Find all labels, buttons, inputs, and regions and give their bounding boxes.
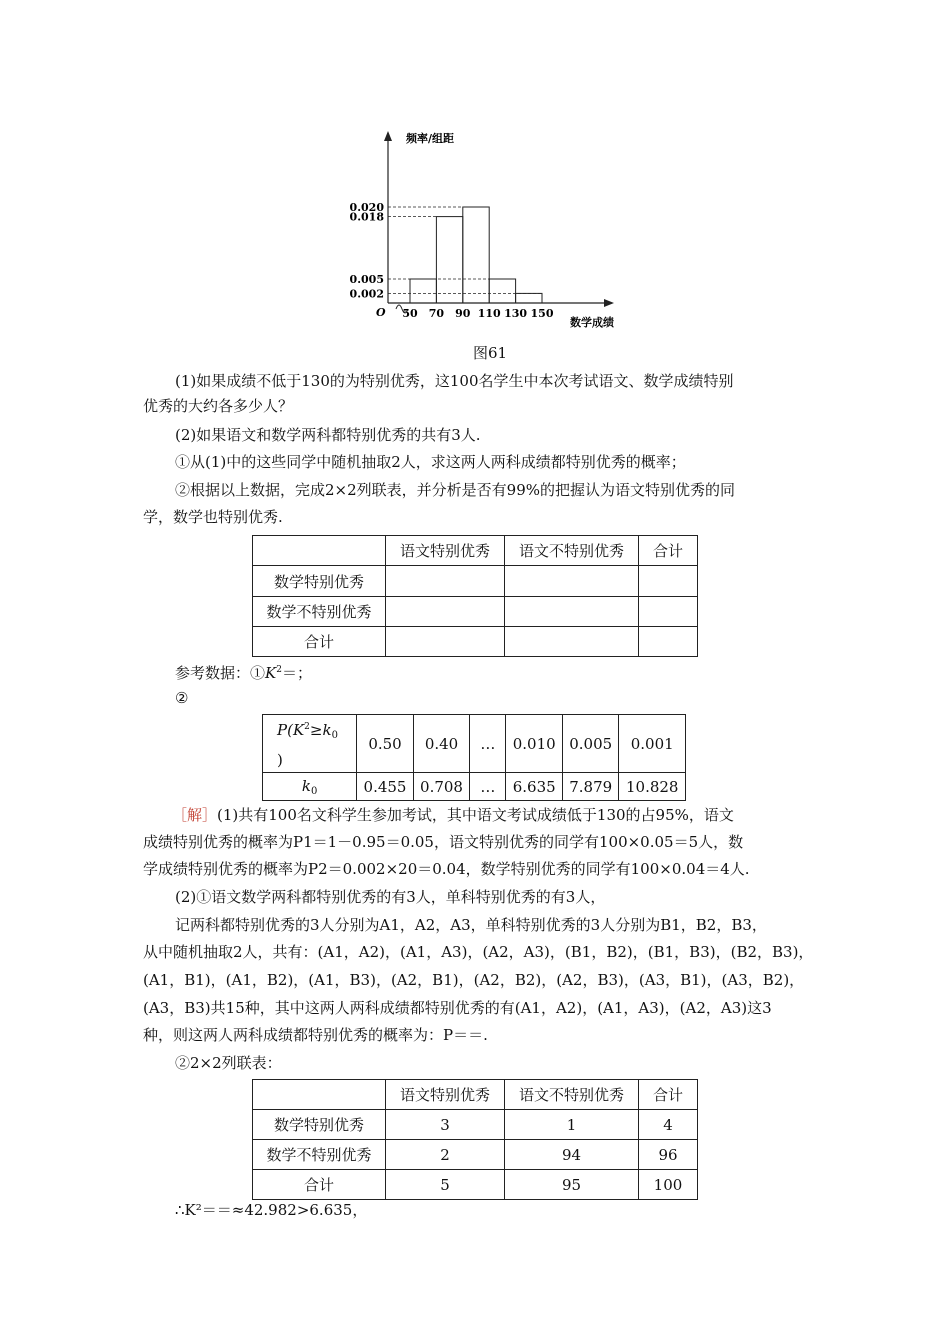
critical-value-table (262, 714, 686, 801)
solution-2a: (2)①语文数学两科都特别优秀的有3人，单科特别优秀的有3人， (175, 888, 606, 906)
row-label: 数学特别优秀 (253, 1110, 386, 1140)
p-cell: 0.50 (357, 715, 414, 773)
solution-2d: (A1，B1)，(A1，B2)，(A1，B3)，(A2，B1)，(A2，B2)，(A2，B3)，(A3，B1)，(A3，B2)， (143, 971, 805, 989)
table-cell: 3 (386, 1110, 505, 1140)
p-cell: … (470, 715, 506, 773)
histogram-bar (463, 207, 489, 303)
k-cell: 10.828 (619, 773, 686, 801)
row-label: 数学不特别优秀 (253, 597, 386, 627)
q2-2-line1: ②根据以上数据，完成2×2列联表，并分析是否有99%的把握认为语文特别优秀的同 (175, 481, 735, 499)
figure-caption: 图61 (473, 344, 508, 362)
x-tick-label: 150 (530, 307, 554, 320)
table-cell: 4 (639, 1110, 698, 1140)
y-axis-label: 频率/组距 (406, 132, 455, 145)
row-label: 合计 (253, 627, 386, 657)
p-cell: 0.40 (413, 715, 470, 773)
k-cell: 7.879 (562, 773, 619, 801)
x-tick-label: 70 (428, 307, 445, 320)
x-tick-label: 90 (455, 307, 471, 320)
solution-2f: 种，则这两人两科成绩都特别优秀的概率为：P＝＝. (143, 1026, 488, 1044)
table-cell: 5 (386, 1170, 505, 1200)
row-label: 数学不特别优秀 (253, 1140, 386, 1170)
histogram-bar (489, 279, 515, 303)
q1-line2: 优秀的大约各多少人？ (143, 397, 294, 415)
reference-line: 参考数据：$①K^2=$； (175, 664, 312, 682)
blank-contingency-table (252, 535, 698, 657)
q2: (2)如果语文和数学两科都特别优秀的共有3人. (175, 426, 481, 444)
solution-2b: 记两科都特别优秀的3人分别为A1，A2，A3，单科特别优秀的3人分别为B1，B2，B3， (175, 916, 767, 934)
solution-line1: ［解］(1)共有100名文科学生参加考试，其中语文考试成绩低于130的占95%，语文 (172, 806, 734, 824)
p-label: $P(K^2\ge k_0$ ) (263, 715, 357, 773)
k-label: $k_0$ (263, 773, 357, 801)
q2-2-line2: 学，数学也特别优秀. (143, 508, 283, 526)
solution-2e: (A3，B3)共15种，其中这两人两科成绩都特别优秀的有(A1，A2)，(A1，A3)，(A2，A3)这3 (143, 999, 772, 1017)
histogram-bar (436, 217, 462, 303)
header-cell: 语文特别优秀 (386, 1080, 505, 1110)
k-cell: 0.708 (413, 773, 470, 801)
table-cell: 94 (505, 1140, 639, 1170)
row-label: 合计 (253, 1170, 386, 1200)
solution-line3: 学成绩特别优秀的概率为P2＝0.002×20＝0.04，数学特别优秀的同学有100×0.04＝4人. (143, 860, 750, 878)
k-cell: 0.455 (357, 773, 414, 801)
x-axis-label: 数学成绩 (570, 316, 614, 329)
y-axis-arrow (384, 131, 392, 141)
x-tick-label: 110 (477, 307, 501, 320)
header-cell: 语文不特别优秀 (505, 1080, 639, 1110)
table-cell: 100 (639, 1170, 698, 1200)
histogram (340, 125, 630, 335)
k-cell: 6.635 (506, 773, 563, 801)
solution-line2: 成绩特别优秀的概率为P1＝1－0.95＝0.05，语文特别优秀的同学有100×0.05＝5人，数 (143, 833, 744, 851)
x-tick-label: 50 (402, 307, 418, 320)
header-cell: 合计 (639, 536, 698, 566)
p-cell: 0.001 (619, 715, 686, 773)
y-tick-label: 0.005 (349, 273, 384, 286)
y-tick-label: 0.018 (349, 210, 384, 224)
solution-2c: 从中随机抽取2人，共有：(A1，A2)，(A1，A3)，(A2，A3)，(B1，B2)，(B1，B3)，(B2，B3)， (143, 943, 814, 961)
table-cell: 2 (386, 1140, 505, 1170)
table-cell: 95 (505, 1170, 639, 1200)
table-cell: 1 (505, 1110, 639, 1140)
p-cell: 0.010 (506, 715, 563, 773)
x-tick-label: 130 (504, 307, 528, 320)
row-label: 数学特别优秀 (253, 566, 386, 597)
reference-2: ② (175, 689, 189, 707)
q2-1: ①从(1)中的这些同学中随机抽取2人，求这两人两科成绩都特别优秀的概率； (175, 453, 686, 471)
y-tick-label: 0.020 (349, 201, 384, 214)
origin-label: O (376, 306, 386, 319)
p-cell: 0.005 (562, 715, 619, 773)
k-cell: … (470, 773, 506, 801)
header-cell: 语文特别优秀 (386, 536, 505, 566)
solution-2g: ②2×2列联表： (175, 1054, 282, 1072)
final-line: ∴K²＝＝≈42.982>6.635， (175, 1201, 368, 1219)
histogram-bar (516, 293, 542, 303)
header-cell: 语文不特别优秀 (505, 536, 639, 566)
q1-line1: (1)如果成绩不低于130的为特别优秀，这100名学生中本次考试语文、数学成绩特别 (175, 372, 734, 390)
y-tick-label: 0.002 (349, 287, 384, 301)
header-cell: 合计 (639, 1080, 698, 1110)
table-cell: 96 (639, 1140, 698, 1170)
x-axis-arrow (604, 299, 614, 307)
histogram-bar (410, 279, 436, 303)
answer-contingency-table (252, 1079, 698, 1200)
